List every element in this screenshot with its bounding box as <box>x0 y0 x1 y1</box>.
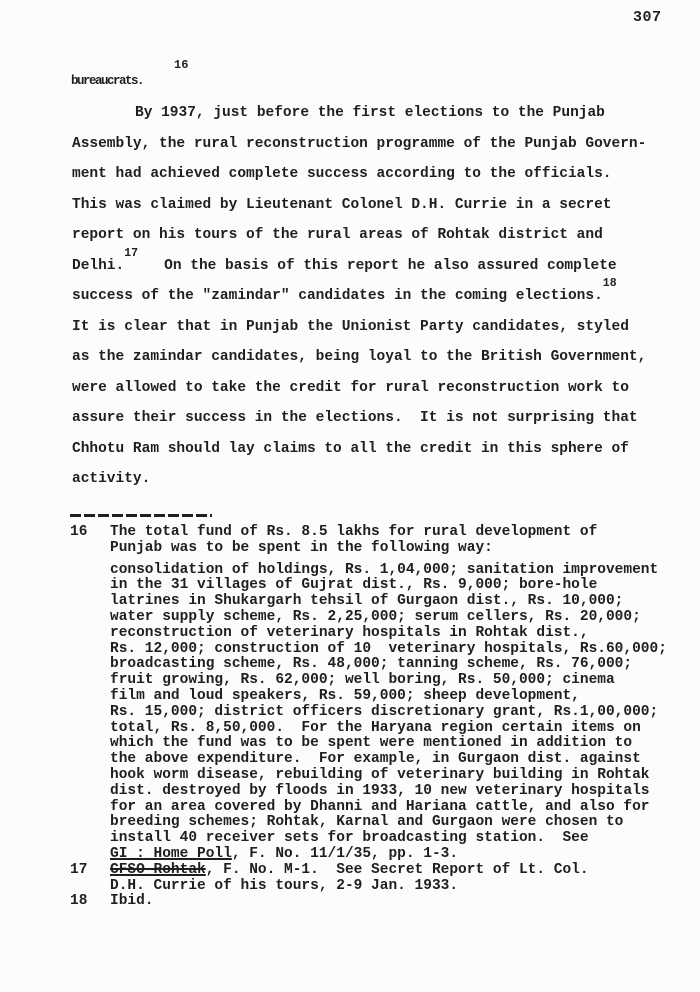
footnote-line: in the 31 villages of Gujrat dist., Rs. 9,000; bore-hole <box>110 577 598 594</box>
footnote-number: 18 <box>70 893 88 910</box>
footnote-line: GI : Home Poll, F. No. 11/1/35, pp. 1-3. <box>110 845 459 862</box>
text-line: By 1937, just before the first elections to the Punjab <box>135 105 605 121</box>
footnote-marker: 18 <box>602 277 617 291</box>
footnote-line: breeding schemes; Rohtak, Karnal and Gurgaon were chosen to <box>110 814 624 831</box>
footnote-line: CFSO Rohtak, F. No. M-1. See Secret Report of Lt. Col. <box>110 861 589 878</box>
footnote-line: total, Rs. 8,50,000. For the Haryana region certain items on <box>110 719 641 736</box>
footnote-line: latrines in Shukargarh tehsil of Gurgaon dist., Rs. 10,000; <box>110 593 624 610</box>
text-line: ment had achieved complete success according to the officials. <box>72 166 612 182</box>
footnote-line: Ibid. <box>110 893 154 910</box>
text-line: Delhi.$^{17}$ On the basis of this report he also assured complete <box>72 246 617 274</box>
footnote-text <box>110 894 154 910</box>
footnote-line: install 40 receiver sets for broadcasting station. See <box>110 830 589 847</box>
footnote-line: reconstruction of veterinary hospitals in Rohtak dist., <box>110 624 589 641</box>
footnote-line: which the fund was to be spent were mentioned in addition to <box>110 735 633 752</box>
footnotes <box>70 525 667 910</box>
footnote-line: for an area covered by Dhanni and Hariana cattle, and also for <box>110 798 650 815</box>
footnote-text <box>110 863 589 895</box>
footnote-line: consolidation of holdings, Rs. 1,04,000; sanitation improvement <box>110 561 659 578</box>
orphan-word: bureaucrats. <box>71 74 144 88</box>
footnote-line: film and loud speakers, Rs. 59,000; sheep development, <box>110 687 580 704</box>
text-line: This was claimed by Lieutenant Colonel D.H. Currie in a secret <box>72 196 612 213</box>
text-line: Chhotu Ram should lay claims to all the credit in this sphere of <box>72 440 629 457</box>
text-line: were allowed to take the credit for rural reconstruction work to <box>72 379 629 396</box>
footnote-line: broadcasting scheme, Rs. 48,000; tanning scheme, Rs. 76,000; <box>110 656 633 673</box>
footnote-marker: 17 <box>124 246 139 260</box>
footnote-line: hook worm disease, rebuilding of veterinary building in Rohtak <box>110 766 650 783</box>
footnote-text <box>110 525 667 863</box>
footnote <box>70 863 667 895</box>
footnote-line: Rs. 15,000; district officers discretionary grant, Rs.1,00,000; <box>110 703 659 720</box>
footnote-line: Rs. 12,000; construction of 10 veterinary hospitals, Rs.60,000; <box>110 640 667 657</box>
text-line: success of the "zamindar" candidates in the coming elections.$^{18}$ <box>72 277 617 304</box>
footnote-number: 17 <box>70 861 88 878</box>
text-line: activity. <box>72 471 151 487</box>
footnote <box>70 525 667 863</box>
footnote-line: the above expenditure. For example, in Gurgaon dist. against <box>110 751 641 768</box>
text-line: report on his tours of the rural areas of Rohtak district and <box>72 227 603 243</box>
footnote-line: water supply scheme, Rs. 2,25,000; serum cellers, Rs. 20,000; <box>110 608 641 625</box>
footnote-number: 16 <box>70 524 88 540</box>
footnote-line: Punjab was to be spent in the following way: <box>110 539 493 556</box>
footnote-line: dist. destroyed by floods in 1933, 10 new veterinary hospitals <box>110 782 650 799</box>
footnote-line: fruit growing, Rs. 62,000; well boring, Rs. 50,000; cinema <box>110 672 615 689</box>
footnote-line: The total fund of Rs. 8.5 lakhs for rural development of <box>110 524 598 540</box>
text-line: assure their success in the elections. It is not surprising that <box>72 410 638 426</box>
footnote <box>70 894 667 910</box>
body-text <box>72 98 646 495</box>
text-line: as the zamindar candidates, being loyal to the British Government, <box>72 349 647 365</box>
text-line: It is clear that in Punjab the Unionist Party candidates, styled <box>72 318 629 335</box>
footnote-separator <box>70 514 212 517</box>
footnote-line: D.H. Currie of his tours, 2-9 Jan. 1933. <box>110 877 459 894</box>
footnote-marker: 16 <box>174 58 189 72</box>
page-number: 307 <box>633 9 662 26</box>
text-line: Assembly, the rural reconstruction programme of the Punjab Govern- <box>72 135 647 152</box>
